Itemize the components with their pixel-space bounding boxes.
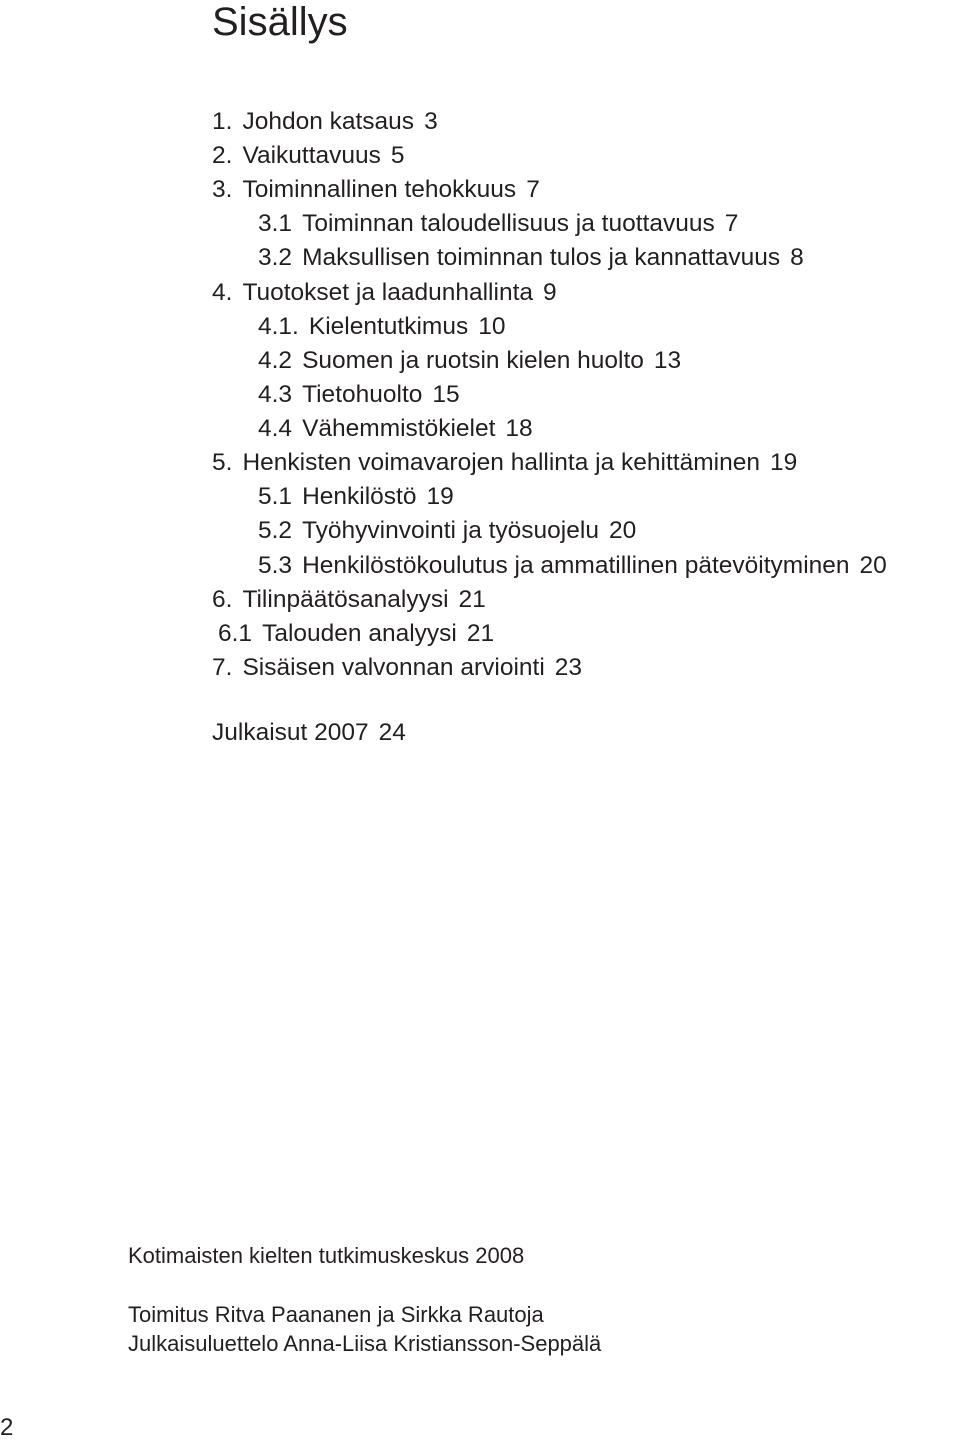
toc-entry: [212, 108, 438, 136]
toc-number: 6.1: [218, 620, 253, 647]
toc-label: Sisäisen valvonnan arviointi: [242, 654, 545, 681]
toc-page: 20: [859, 552, 887, 579]
toc-number: 4.1.: [258, 313, 299, 340]
editors-line: Toimitus Ritva Paananen ja Sirkka Rautoja: [128, 1302, 544, 1327]
toc-entry: [212, 586, 486, 614]
toc-number: 1.: [212, 108, 233, 135]
toc-entry: [212, 142, 405, 170]
catalogue-line: Julkaisuluettelo Anna-Liisa Kristiansson-Seppälä: [128, 1331, 602, 1356]
toc-number: 4.3: [258, 381, 293, 408]
toc-number: 6.: [212, 586, 233, 613]
toc-number: 5.2: [258, 517, 293, 544]
toc-page: 7: [724, 210, 739, 237]
toc-entry: [258, 483, 454, 511]
toc-page: 9: [543, 279, 557, 306]
toc-label: Henkilöstökoulutus ja ammatillinen pätevöityminen: [302, 552, 850, 579]
toc-page: 7: [526, 176, 540, 203]
toc-page: 21: [458, 586, 486, 613]
toc-label: Henkisten voimavarojen hallinta ja kehittäminen: [242, 449, 760, 476]
toc-page: 19: [426, 483, 454, 510]
toc-number: 3.2: [258, 244, 293, 271]
toc-label: Maksullisen toiminnan tulos ja kannattavuus: [302, 244, 781, 271]
toc-label: Vaikuttavuus: [242, 142, 381, 169]
toc-number: 2.: [212, 142, 233, 169]
page-number: 2: [0, 1414, 14, 1441]
toc-entry: [258, 244, 804, 272]
toc-label: Kielentutkimus: [308, 313, 469, 340]
toc-entry: [258, 313, 505, 341]
toc-label: Henkilöstö: [302, 483, 417, 510]
toc-number: 3.: [212, 176, 233, 203]
toc-entry: [212, 719, 406, 747]
toc-number: 5.: [212, 449, 233, 476]
toc-page: 19: [769, 449, 798, 476]
toc-number: 4.: [212, 279, 233, 306]
toc-entry: [258, 517, 636, 545]
toc-page: 18: [505, 415, 533, 442]
toc-label: Tietohuolto: [302, 381, 423, 408]
toc-number: 4.2: [258, 347, 293, 374]
toc-label: Vähemmistökielet: [302, 415, 496, 442]
publisher-line: Kotimaisten kielten tutkimuskeskus 2008: [128, 1243, 525, 1268]
toc-page: 20: [608, 517, 637, 544]
toc-entry: [212, 176, 540, 204]
toc-page: 21: [466, 620, 495, 647]
toc-page: 3: [424, 108, 438, 135]
toc-entry: [212, 449, 797, 477]
toc-entry: [212, 654, 582, 682]
toc-number: 7.: [212, 654, 233, 681]
toc-entry: [258, 210, 738, 238]
toc-page: 5: [390, 142, 405, 169]
page-title: Sisällys: [212, 0, 348, 44]
toc-label: Toiminnallinen tehokkuus: [242, 176, 517, 203]
toc-label: Toiminnan taloudellisuus ja tuottavuus: [302, 210, 715, 237]
toc-label: Suomen ja ruotsin kielen huolto: [302, 347, 644, 374]
toc-page: 24: [378, 719, 406, 746]
toc-label: Johdon katsaus: [242, 108, 415, 135]
toc-number: 3.1: [258, 210, 293, 237]
toc-page: 10: [478, 313, 506, 340]
toc-page: 13: [653, 347, 682, 374]
toc-entry: [258, 415, 533, 443]
toc-label: Tuotokset ja laadunhallinta: [242, 279, 534, 306]
toc-entry: [218, 620, 494, 648]
toc-page: 15: [432, 381, 460, 408]
toc-entry: [258, 347, 681, 375]
toc-entry: [258, 552, 887, 580]
toc-label: Talouden analyysi: [262, 620, 457, 647]
toc-number: 5.3: [258, 552, 293, 579]
toc-label: Julkaisut 2007: [212, 719, 369, 746]
toc-entry: [258, 381, 460, 409]
toc-number: 5.1: [258, 483, 293, 510]
toc-entry: [212, 279, 557, 307]
toc-page: 23: [554, 654, 583, 681]
toc-number: 4.4: [258, 415, 293, 442]
toc-page: 8: [790, 244, 804, 271]
toc-label: Tilinpäätösanalyysi: [242, 586, 449, 613]
toc-label: Työhyvinvointi ja työsuojelu: [302, 517, 599, 544]
